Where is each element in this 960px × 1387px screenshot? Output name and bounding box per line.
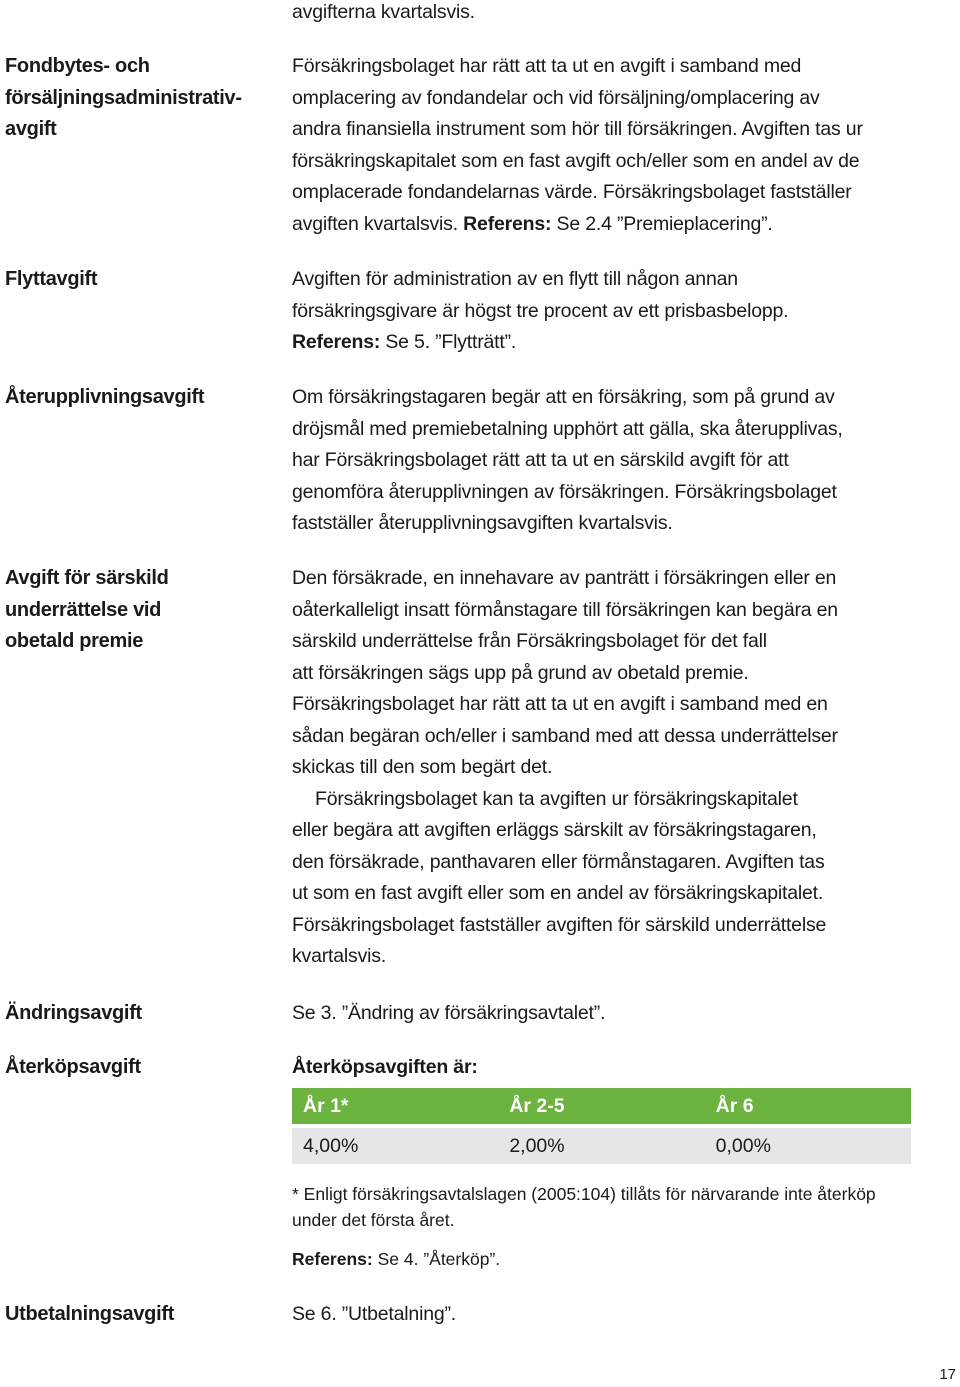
text-line: genomföra återupplivningen av försäkringen. Försäkringsbolaget (292, 480, 837, 503)
text-line: kvartalsvis. (292, 945, 387, 967)
text-line: särskild underrättelse från Försäkringsbolaget för det fall (292, 630, 767, 652)
text-line: att försäkringen sägs upp på grund av obetald premie. (292, 661, 749, 684)
paragraph-fondbyte (292, 51, 932, 240)
heading-line: underrättelse vid (5, 598, 162, 621)
heading-flytt: Flyttavgift (5, 268, 98, 290)
top-fragment: avgifterna kvartalsvis. (292, 1, 475, 23)
text-line: ut som en fast avgift eller som en andel av försäkringskapitalet. (292, 882, 824, 904)
heading-line: Avgift för särskild (5, 567, 169, 589)
text-line: sådan begäran och/eller i samband med att dessa underrättelser (292, 724, 838, 747)
text-line: Se 6. ”Utbetalning”. (292, 1303, 457, 1325)
reference-line (292, 327, 932, 359)
text-line: dröjsmål med premiebetalning upphört att gälla, ska återupplivas, (292, 417, 843, 440)
paragraph-utbetalning (292, 1299, 932, 1331)
table-cell: 2,00% (509, 1134, 565, 1157)
heading-utbetalning: Utbetalningsavgift (5, 1303, 175, 1325)
page-number: 17 (939, 1366, 956, 1383)
heading-line: avgift (5, 118, 57, 140)
text-line: oåterkalleligt insatt förmånstagare till försäkringen kan begära en (292, 598, 838, 621)
aterkop-intro: Återköpsavgiften är: (292, 1056, 478, 1078)
reference-text: Se 4. ”Återköp”. (372, 1249, 501, 1269)
table-header-cell: År 2-5 (509, 1094, 565, 1117)
reference-label: Referens: (463, 212, 552, 235)
heading-aterkop: Återköpsavgift (5, 1056, 141, 1078)
footnote-line: under det första året. (292, 1210, 455, 1230)
heading-line: Fondbytes- och (5, 55, 150, 77)
text-line: Den försäkrade, en innehavare av panträtt i försäkringen eller en (292, 567, 837, 589)
reference-text: Se 5. ”Flytträtt”. (380, 331, 517, 353)
text-line-with-reference: avgiften kvartalsvis. Referens: Se 2.4 ”Premieplacering”. (292, 212, 773, 235)
aterkop-fee-table (292, 1088, 911, 1164)
text-line: Försäkringsbolaget fastställer avgiften för särskild underrättelse (292, 913, 827, 936)
table-cell: 4,00% (303, 1134, 359, 1157)
text-line: Se 3. ”Ändring av försäkringsavtalet”. (292, 1002, 606, 1024)
text-line: den försäkrade, panthavaren eller förmånstagaren. Avgiften tas (292, 850, 825, 873)
heading-line: obetald premie (5, 630, 144, 652)
paragraph-aterupplivning (292, 382, 932, 540)
heading-line: försäljningsadministrativ- (5, 86, 242, 109)
text-line: omplacerade fondandelarnas värde. Försäkringsbolaget fastställer (292, 181, 852, 203)
text-line: försäkringsgivare är högst tre procent av ett prisbasbelopp. (292, 299, 789, 322)
heading-andring: Ändringsavgift (5, 1002, 142, 1024)
text-line: försäkringskapitalet som en fast avgift och/eller som en andel av de (292, 149, 860, 172)
table-row (292, 1128, 911, 1164)
text-line: Avgiften för administration av en flytt till någon annan (292, 268, 738, 290)
text-line: omplacering av fondandelar och vid försäljning/omplacering av (292, 86, 820, 109)
text-line: Försäkringsbolaget har rätt att ta ut en avgift i samband med en (292, 693, 828, 715)
text-line: andra finansiella instrument som hör till försäkringen. Avgiften tas ur (292, 118, 863, 140)
text-line: har Försäkringsbolaget rätt att ta ut en särskild avgift för att (292, 449, 789, 471)
table-cell: 0,00% (715, 1134, 771, 1157)
text-line-indented: Försäkringsbolaget kan ta avgiften ur försäkringskapitalet (315, 787, 798, 810)
heading-fondbyte (5, 51, 260, 146)
footnote-line: * Enligt försäkringsavtalslagen (2005:104) tillåts för närvarande inte återköp (292, 1184, 876, 1204)
reference-label: Referens: (292, 331, 381, 353)
text-line: eller begära att avgiften erläggs särskilt av försäkringstagaren, (292, 819, 817, 841)
text-line: Om försäkringstagaren begär att en försäkring, som på grund av (292, 386, 835, 408)
paragraph-andring (292, 998, 932, 1030)
table-header-row (292, 1088, 911, 1124)
heading-underrattelse (5, 563, 260, 658)
text-line: skickas till den som begärt det. (292, 756, 553, 778)
table-header-cell: År 1* (303, 1094, 349, 1117)
reference-text: Se 2.4 ”Premieplacering”. (551, 212, 773, 235)
aterkop-footnote (292, 1181, 932, 1233)
table-header-cell: År 6 (715, 1094, 754, 1117)
heading-aterupplivning: Återupplivningsavgift (5, 386, 205, 408)
reference-label: Referens: (292, 1249, 373, 1269)
text-line: fastställer återupplivningsavgiften kvartalsvis. (292, 512, 673, 534)
aterkop-reference (292, 1246, 500, 1272)
paragraph-underrattelse (292, 563, 932, 973)
paragraph-flytt (292, 264, 932, 359)
text-line: Försäkringsbolaget har rätt att ta ut en avgift i samband med (292, 55, 802, 77)
